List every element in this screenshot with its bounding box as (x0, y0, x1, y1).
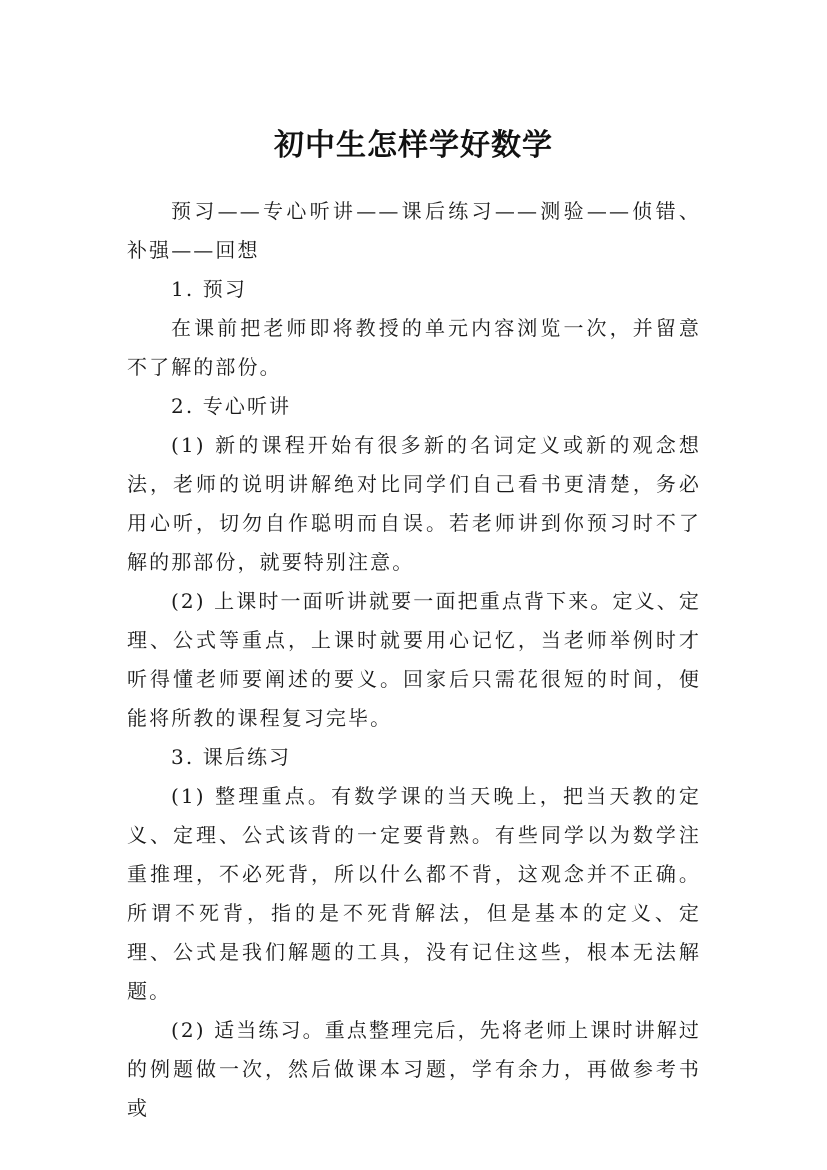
heading-listen: 2. 专心听讲 (171, 394, 292, 418)
paragraph-listen-1: (1) 新的课程开始有很多新的名词定义或新的观念想法，老师的说明讲解绝对比同学们自己看书更清楚，务必用心听，切勿自作聪明而自误。若老师讲到你预习时不了解的那部份，就要特别注意。 (127, 433, 701, 574)
heading-preview: 1. 预习 (171, 277, 247, 301)
document-title: 初中生怎样学好数学 (274, 128, 553, 164)
paragraph-listen-2: (2) 上课时一面听讲就要一面把重点背下来。定义、定理、公式等重点，上课时就要用心记忆，当老师举例时才听得懂老师要阐述的要义。回家后只需花很短的时间，便能将所教的课程复习完毕。 (127, 589, 701, 730)
paragraph-practice-2: (2) 适当练习。重点整理完后，先将老师上课时讲解过的例题做一次，然后做课本习题，学有余力，再做参考书或 (127, 1018, 701, 1120)
heading-practice: 3. 课后练习 (171, 745, 292, 769)
document-body (127, 192, 701, 1128)
paragraph-preview: 在课前把老师即将教授的单元内容浏览一次，并留意不了解的部份。 (127, 316, 701, 379)
paragraph-practice-1: (1) 整理重点。有数学课的当天晚上，把当天教的定义、定理、公式该背的一定要背熟。有些同学以为数学注重推理，不必死背，所以什么都不背，这观念并不正确。所谓不死背，指的是不死背解法，但是基本的定义、定理、公式是我们解题的工具，没有记住这些，根本无法解题。 (127, 784, 701, 1003)
paragraph-overview: 预习——专心听讲——课后练习——测验——侦错、补强——回想 (127, 199, 701, 262)
